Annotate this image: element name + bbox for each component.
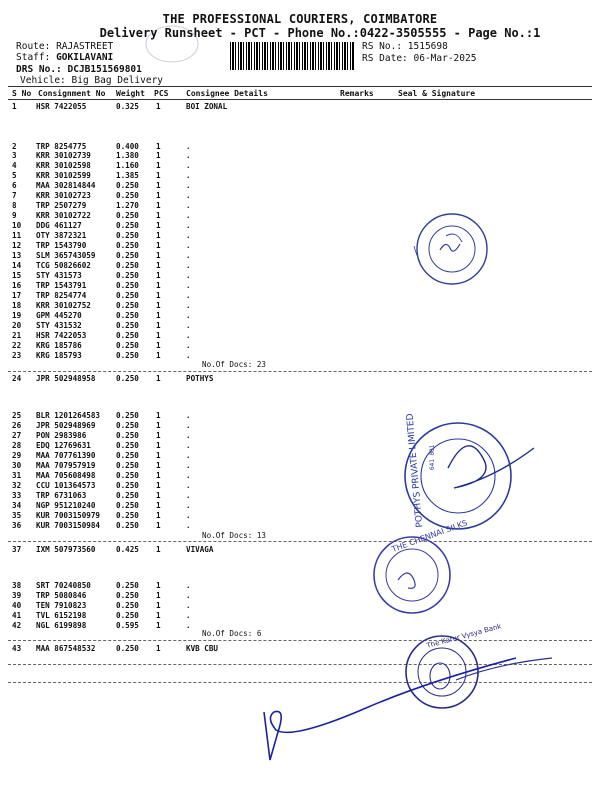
- row-consignee: .: [186, 171, 191, 180]
- row-weight: 0.250: [116, 521, 139, 530]
- row-consignee: KVB CBU: [186, 644, 219, 653]
- row-consignee: .: [186, 451, 191, 460]
- row-pcs: 1: [156, 331, 161, 340]
- row-consignee: .: [186, 591, 191, 600]
- row-consignment: STY 431573: [36, 271, 82, 280]
- row-weight: 1.160: [116, 161, 139, 170]
- row-consignment: KRR 30102598: [36, 161, 91, 170]
- pothys-company-seal: [405, 413, 534, 529]
- row-pcs: 1: [156, 191, 161, 200]
- row-weight: 0.250: [116, 511, 139, 520]
- row-sno: 43: [12, 644, 22, 653]
- row-pcs: 1: [156, 471, 161, 480]
- row-weight: 0.250: [116, 581, 139, 590]
- row-consignment: KUR 7003150979: [36, 511, 101, 520]
- staff-label: Staff:: [16, 52, 51, 63]
- row-weight: 0.250: [116, 351, 139, 360]
- row-weight: 0.250: [116, 321, 139, 330]
- row-sno: 42: [12, 621, 22, 630]
- row-sno: 33: [12, 491, 22, 500]
- row-weight: 0.250: [116, 471, 139, 480]
- row-consignment: NGL 6199898: [36, 621, 87, 630]
- row-consignment: KRR 30102723: [36, 191, 91, 200]
- row-consignment: JPR 502948958: [36, 374, 96, 383]
- row-consignee: .: [186, 181, 191, 190]
- row-consignment: HSR 7422055: [36, 102, 87, 111]
- row-consignee: .: [186, 341, 191, 350]
- row-weight: 0.250: [116, 644, 139, 653]
- row-weight: 0.250: [116, 301, 139, 310]
- row-consignee: .: [186, 241, 191, 250]
- row-consignment: STY 431532: [36, 321, 82, 330]
- row-sno: 27: [12, 431, 22, 440]
- row-consignment: DDG 461127: [36, 221, 82, 230]
- row-consignee: .: [186, 431, 191, 440]
- chennai-silks-seal: [374, 518, 469, 613]
- row-weight: 0.250: [116, 441, 139, 450]
- row-pcs: 1: [156, 221, 161, 230]
- row-sno: 16: [12, 281, 22, 290]
- kvb-bank-seal: [406, 622, 552, 708]
- row-consignee: .: [186, 521, 191, 530]
- row-weight: 1.270: [116, 201, 139, 210]
- docs-count-group-2: No.Of Docs: 13: [202, 531, 267, 540]
- row-pcs: 1: [156, 481, 161, 490]
- row-weight: 0.250: [116, 271, 139, 280]
- row-consignment: TCG 50826602: [36, 261, 91, 270]
- vehicle-value: Big Bag Delivery: [71, 75, 164, 86]
- row-consignee: .: [186, 221, 191, 230]
- row-consignment: TRP 1543791: [36, 281, 87, 290]
- row-consignee: .: [186, 261, 191, 270]
- row-consignee: .: [186, 481, 191, 490]
- row-pcs: 1: [156, 261, 161, 270]
- row-consignment: GPM 445270: [36, 311, 82, 320]
- row-consignee: .: [186, 201, 191, 210]
- faded-header-stamp: [146, 26, 198, 62]
- row-sno: 21: [12, 331, 22, 340]
- row-weight: 0.250: [116, 611, 139, 620]
- row-consignment: TEN 7910823: [36, 601, 87, 610]
- row-sno: 18: [12, 301, 22, 310]
- row-weight: 0.325: [116, 102, 139, 111]
- kvb-seal-text: The Karur Vysya Bank: [425, 622, 503, 650]
- row-weight: 0.250: [116, 421, 139, 430]
- row-sno: 32: [12, 481, 22, 490]
- row-consignment: OTY 3872321: [36, 231, 87, 240]
- row-consignee: .: [186, 311, 191, 320]
- row-pcs: 1: [156, 511, 161, 520]
- document-title: THE PROFESSIONAL COURIERS, COIMBATORE: [162, 12, 438, 26]
- row-pcs: 1: [156, 291, 161, 300]
- row-consignee: .: [186, 501, 191, 510]
- row-pcs: 1: [156, 321, 161, 330]
- row-pcs: 1: [156, 451, 161, 460]
- drs-label: DRS No.:: [16, 64, 62, 75]
- row-consignment: NGP 951210240: [36, 501, 96, 510]
- row-pcs: 1: [156, 211, 161, 220]
- drs-value: DCJB151569801: [67, 64, 142, 75]
- row-sno: 29: [12, 451, 22, 460]
- row-weight: 0.250: [116, 481, 139, 490]
- row-sno: 14: [12, 261, 22, 270]
- row-sno: 39: [12, 591, 22, 600]
- row-pcs: 1: [156, 341, 161, 350]
- staff-value: GOKILAVANI: [56, 52, 114, 63]
- row-consignment: TRP 8254775: [36, 142, 87, 151]
- rs-no-value: 1515698: [407, 41, 448, 52]
- row-consignment: KRR 30102752: [36, 301, 91, 310]
- row-pcs: 1: [156, 441, 161, 450]
- row-sno: 41: [12, 611, 22, 620]
- row-consignee: .: [186, 161, 191, 170]
- row-consignee: .: [186, 441, 191, 450]
- row-consignment: KRR 30102722: [36, 211, 91, 220]
- row-consignment: TRP 6731063: [36, 491, 87, 500]
- row-consignment: IXM 507973560: [36, 545, 96, 554]
- row-pcs: 1: [156, 591, 161, 600]
- row-consignment: SRT 70240850: [36, 581, 91, 590]
- row-weight: 0.250: [116, 181, 139, 190]
- runsheet-subtitle: Delivery Runsheet - PCT - Phone No.:0422-3505555 - Page No.:1: [99, 26, 541, 40]
- row-consignee: .: [186, 601, 191, 610]
- row-weight: 0.250: [116, 251, 139, 260]
- row-weight: 0.250: [116, 411, 139, 420]
- row-consignment: TRP 2507279: [36, 201, 87, 210]
- row-sno: 9: [12, 211, 17, 220]
- row-consignment: PON 2983986: [36, 431, 87, 440]
- row-pcs: 1: [156, 581, 161, 590]
- docs-count-group-3: No.Of Docs: 6: [202, 629, 262, 638]
- row-pcs: 1: [156, 151, 161, 160]
- row-weight: 0.250: [116, 451, 139, 460]
- row-consignment: KRG 185793: [36, 351, 82, 360]
- rs-date-label: RS Date:: [362, 53, 408, 64]
- row-sno: 30: [12, 461, 22, 470]
- row-consignee: .: [186, 301, 191, 310]
- row-pcs: 1: [156, 461, 161, 470]
- row-pcs: 1: [156, 521, 161, 530]
- rs-no-label: RS No.:: [362, 41, 403, 52]
- row-consignment: TVL 6152198: [36, 611, 87, 620]
- row-pcs: 1: [156, 374, 161, 383]
- row-consignee: POTHYS: [186, 374, 214, 383]
- row-pcs: 1: [156, 142, 161, 151]
- pothys-seal-inner: 641 001: [429, 444, 436, 470]
- row-weight: 0.250: [116, 331, 139, 340]
- row-pcs: 1: [156, 311, 161, 320]
- col-weight: Weight: [116, 89, 145, 98]
- row-weight: 0.250: [116, 601, 139, 610]
- row-consignment: TRP 5080846: [36, 591, 87, 600]
- row-pcs: 1: [156, 491, 161, 500]
- row-sno: 38: [12, 581, 22, 590]
- row-weight: 0.250: [116, 491, 139, 500]
- row-weight: 0.250: [116, 501, 139, 510]
- row-consignment: KRG 185786: [36, 341, 82, 350]
- row-consignment: TRP 1543790: [36, 241, 87, 250]
- row-consignee: .: [186, 471, 191, 480]
- row-consignment: MAA 867548532: [36, 644, 96, 653]
- row-weight: 0.250: [116, 431, 139, 440]
- row-pcs: 1: [156, 501, 161, 510]
- row-consignment: MAA 705608498: [36, 471, 96, 480]
- row-pcs: 1: [156, 171, 161, 180]
- row-consignee: .: [186, 511, 191, 520]
- row-pcs: 1: [156, 161, 161, 170]
- row-consignment: MAA 302814844: [36, 181, 96, 190]
- row-weight: 1.380: [116, 151, 139, 160]
- chennai-silks-seal-text: THE CHENNAI SILKS: [390, 518, 469, 554]
- row-pcs: 1: [156, 251, 161, 260]
- row-sno: 3: [12, 151, 17, 160]
- row-sno: 22: [12, 341, 22, 350]
- row-sno: 37: [12, 545, 22, 554]
- row-pcs: 1: [156, 545, 161, 554]
- row-sno: 17: [12, 291, 22, 300]
- row-consignment: HSR 7422053: [36, 331, 87, 340]
- row-sno: 8: [12, 201, 17, 210]
- row-sno: 40: [12, 601, 22, 610]
- row-sno: 20: [12, 321, 22, 330]
- row-consignee: .: [186, 621, 191, 630]
- rs-date-value: 06-Mar-2025: [413, 53, 477, 64]
- row-sno: 4: [12, 161, 17, 170]
- row-pcs: 1: [156, 271, 161, 280]
- row-sno: 7: [12, 191, 17, 200]
- row-weight: 0.250: [116, 261, 139, 270]
- row-weight: 0.250: [116, 591, 139, 600]
- row-weight: 0.250: [116, 221, 139, 230]
- row-pcs: 1: [156, 411, 161, 420]
- row-consignee: VIVAGA: [186, 545, 214, 554]
- pothys-seal-text: POTHYS PRIVATE LIMITED: [405, 413, 426, 528]
- row-pcs: 1: [156, 601, 161, 610]
- col-consignee: Consignee Details: [186, 89, 268, 98]
- vehicle-label: Vehicle:: [20, 75, 66, 86]
- row-consignee: .: [186, 411, 191, 420]
- row-consignment: KRR 30102599: [36, 171, 91, 180]
- row-consignment: SLM 365743059: [36, 251, 96, 260]
- row-sno: 13: [12, 251, 22, 260]
- row-sno: 6: [12, 181, 17, 190]
- row-pcs: 1: [156, 611, 161, 620]
- row-pcs: 1: [156, 102, 161, 111]
- row-sno: 24: [12, 374, 22, 383]
- row-sno: 31: [12, 471, 22, 480]
- row-consignment: CCU 101364573: [36, 481, 96, 490]
- row-weight: 0.400: [116, 142, 139, 151]
- route-value: RAJASTREET: [56, 41, 114, 52]
- row-weight: 0.250: [116, 191, 139, 200]
- row-sno: 10: [12, 221, 22, 230]
- row-sno: 34: [12, 501, 22, 510]
- row-consignee: .: [186, 321, 191, 330]
- row-consignment: KUR 7003150984: [36, 521, 101, 530]
- row-consignment: KRR 30102739: [36, 151, 91, 160]
- row-sno: 5: [12, 171, 17, 180]
- row-pcs: 1: [156, 301, 161, 310]
- row-consignee: .: [186, 491, 191, 500]
- row-sno: 19: [12, 311, 22, 320]
- row-sno: 1: [12, 102, 17, 111]
- row-sno: 12: [12, 241, 22, 250]
- row-weight: 0.250: [116, 241, 139, 250]
- row-pcs: 1: [156, 241, 161, 250]
- row-consignment: JPR 502948969: [36, 421, 96, 430]
- row-consignee: .: [186, 291, 191, 300]
- row-consignment: EDQ 12769631: [36, 441, 91, 450]
- row-consignee: .: [186, 231, 191, 240]
- row-consignee: .: [186, 271, 191, 280]
- row-consignee: .: [186, 421, 191, 430]
- row-sno: 11: [12, 231, 22, 240]
- col-remarks: Remarks: [340, 89, 374, 98]
- row-consignment: BLR 1201264583: [36, 411, 101, 420]
- row-pcs: 1: [156, 351, 161, 360]
- row-sno: 25: [12, 411, 22, 420]
- row-weight: 1.385: [116, 171, 139, 180]
- row-consignee: .: [186, 251, 191, 260]
- col-sno: S No: [12, 89, 32, 98]
- row-consignment: TRP 8254774: [36, 291, 87, 300]
- row-consignee: .: [186, 461, 191, 470]
- route-label: Route:: [16, 41, 51, 52]
- row-consignee: .: [186, 281, 191, 290]
- row-pcs: 1: [156, 281, 161, 290]
- row-sno: 15: [12, 271, 22, 280]
- col-consignment: Consignment No: [38, 89, 106, 98]
- row-sno: 36: [12, 521, 22, 530]
- row-consignee: .: [186, 331, 191, 340]
- row-consignee: .: [186, 151, 191, 160]
- col-seal-signature: Seal & Signature: [398, 89, 476, 98]
- row-consignee: .: [186, 581, 191, 590]
- row-pcs: 1: [156, 421, 161, 430]
- row-consignee: .: [186, 611, 191, 620]
- row-consignment: MAA 707761390: [36, 451, 96, 460]
- row-weight: 0.250: [116, 311, 139, 320]
- round-delivery-stamp: [414, 214, 487, 284]
- row-sno: 28: [12, 441, 22, 450]
- row-sno: 26: [12, 421, 22, 430]
- row-weight: 0.250: [116, 231, 139, 240]
- row-weight: 0.250: [116, 461, 139, 470]
- row-pcs: 1: [156, 431, 161, 440]
- row-pcs: 1: [156, 231, 161, 240]
- row-weight: 0.250: [116, 211, 139, 220]
- docs-count-group-1: No.Of Docs: 23: [202, 360, 267, 369]
- col-pcs: PCS: [154, 89, 169, 98]
- row-weight: 0.250: [116, 281, 139, 290]
- row-consignee: .: [186, 142, 191, 151]
- row-sno: 2: [12, 142, 17, 151]
- row-pcs: 1: [156, 181, 161, 190]
- row-weight: 0.595: [116, 621, 139, 630]
- row-sno: 35: [12, 511, 22, 520]
- row-weight: 0.250: [116, 291, 139, 300]
- row-consignee: .: [186, 211, 191, 220]
- row-pcs: 1: [156, 201, 161, 210]
- row-consignee: BOI ZONAL: [186, 102, 228, 111]
- row-weight: 0.250: [116, 341, 139, 350]
- row-consignee: .: [186, 191, 191, 200]
- row-weight: 0.425: [116, 545, 139, 554]
- row-pcs: 1: [156, 644, 161, 653]
- row-consignment: MAA 707957919: [36, 461, 96, 470]
- row-pcs: 1: [156, 621, 161, 630]
- row-weight: 0.250: [116, 374, 139, 383]
- row-sno: 23: [12, 351, 22, 360]
- row-consignee: .: [186, 351, 191, 360]
